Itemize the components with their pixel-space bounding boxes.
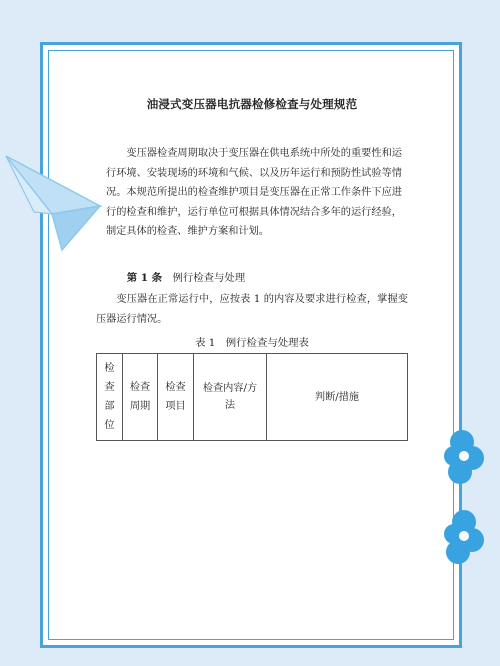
- document-page: [96, 96, 408, 431]
- cloud-icon: [440, 428, 484, 488]
- article-title: 例行检查与处理: [172, 272, 246, 284]
- header-part: 检查部位: [97, 354, 123, 441]
- intro-paragraph: 变压器检查周期取决于变压器在供电系统中所处的重要性和运行环境、安装现场的环境和气候、以及历年运行和预防性试验等情况。本规范所提出的检查维护项目是变压器在正常工作条件下应进行的检查和维护，运行单位可根据具体情况结合多年的运行经验，制定具体的检查、维护方案和计划。: [106, 148, 402, 237]
- table-header-row: [97, 354, 408, 441]
- header-action: 判断/措施: [267, 354, 408, 441]
- header-method: 检查内容/方法: [194, 354, 267, 441]
- article-heading: [106, 268, 402, 288]
- cloud-icon: [440, 508, 484, 568]
- document-title: 油浸式变压器电抗器检修检查与处理规范: [146, 97, 358, 111]
- inspection-table: [96, 353, 408, 441]
- article-body: 变压器在正常运行中，应按表 1 的内容及要求进行检查，掌握变压器运行情况。: [96, 294, 408, 325]
- paper-plane-icon: [4, 154, 114, 264]
- table-caption: 表 1 例行检查与处理表: [195, 337, 309, 349]
- header-item: 检查项目: [158, 354, 194, 441]
- header-period: 检查周期: [123, 354, 158, 441]
- article-number: 第 1 条: [126, 272, 163, 284]
